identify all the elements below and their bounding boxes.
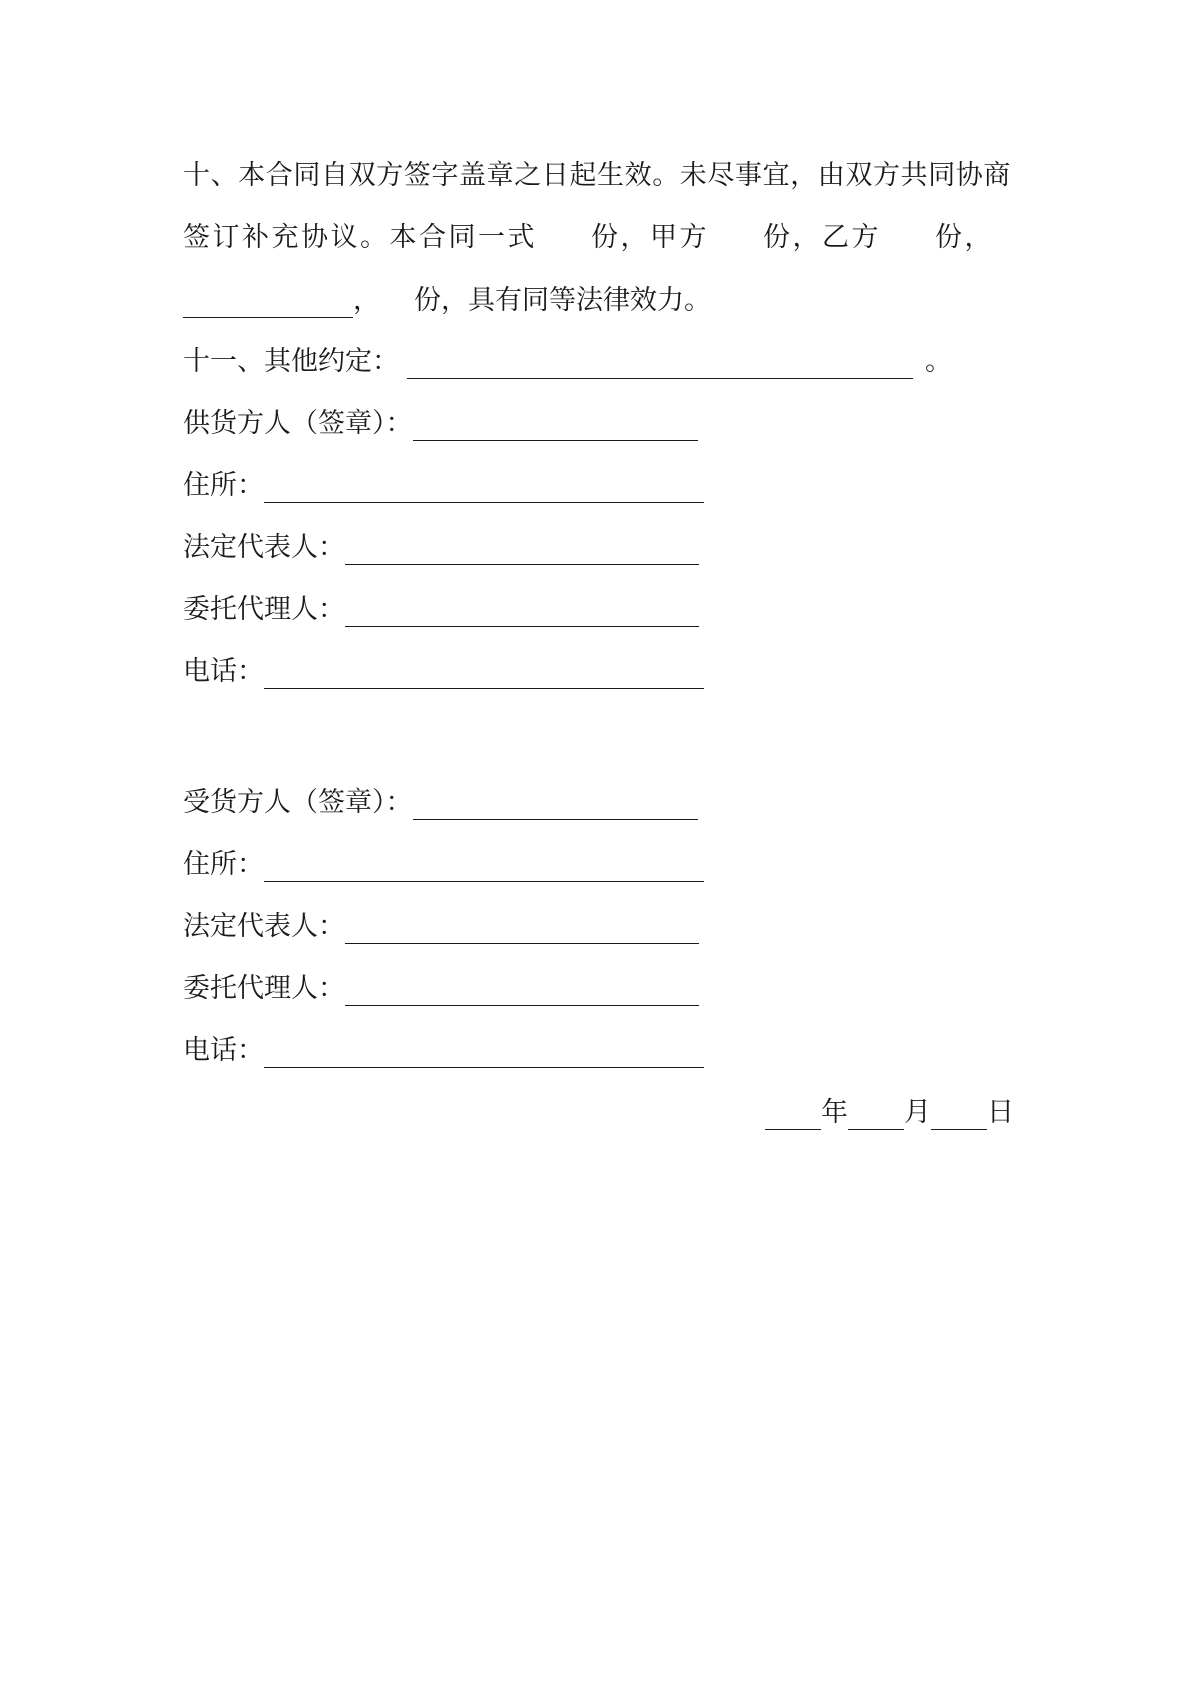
receiver-address-blank[interactable] — [264, 851, 704, 882]
clause10-text-2b: 份，甲方 — [591, 222, 709, 253]
day-label: 日 — [987, 1097, 1014, 1128]
supplier-agent-label: 委托代理人： — [183, 594, 345, 625]
clause10-line1 — [183, 156, 1011, 196]
supplier-address-label: 住所： — [183, 470, 264, 501]
receiver-legal-rep-label: 法定代表人： — [183, 911, 345, 942]
other-agreement-blank[interactable] — [407, 348, 913, 379]
year-blank[interactable] — [765, 1099, 821, 1130]
receiver-signer-row — [183, 783, 698, 823]
receiver-agent-label: 委托代理人： — [183, 973, 345, 1004]
clause11-line — [183, 342, 952, 382]
supplier-legal-rep-blank[interactable] — [345, 534, 699, 565]
clause10-line2 — [183, 218, 994, 258]
receiver-agent-blank[interactable] — [345, 975, 699, 1006]
month-label: 月 — [904, 1097, 931, 1128]
receiver-agent-row — [183, 969, 699, 1009]
clause11-end: 。 — [925, 346, 952, 377]
receiver-phone-label: 电话： — [183, 1035, 264, 1066]
supplier-phone-label: 电话： — [183, 656, 264, 687]
clause10-text-1: 十、本合同自双方签字盖章之日起生效。未尽事宜，由双方共同协商 — [183, 160, 1011, 191]
receiver-signer-label: 受货方人（签章）： — [183, 787, 413, 818]
supplier-signer-blank[interactable] — [413, 410, 698, 441]
receiver-address-row — [183, 845, 704, 885]
receiver-phone-row — [183, 1031, 704, 1071]
clause10-text-2c: 份，乙方 — [763, 222, 881, 253]
day-blank[interactable] — [931, 1099, 987, 1130]
date-row — [765, 1093, 1014, 1133]
supplier-phone-row — [183, 652, 704, 692]
supplier-agent-row — [183, 590, 699, 630]
year-label: 年 — [821, 1097, 848, 1128]
supplier-address-row — [183, 466, 704, 506]
supplier-legal-rep-row — [183, 528, 699, 568]
receiver-signer-blank[interactable] — [413, 789, 698, 820]
clause10-text-3a: ， — [353, 285, 380, 316]
receiver-legal-rep-blank[interactable] — [345, 913, 699, 944]
supplier-address-blank[interactable] — [264, 472, 704, 503]
clause10-text-2a: 签订补充协议。本合同一式 — [183, 222, 537, 253]
other-party-blank[interactable] — [183, 287, 353, 318]
clause10-text-3b: 份，具有同等法律效力。 — [414, 285, 711, 316]
receiver-phone-blank[interactable] — [264, 1037, 704, 1068]
supplier-agent-blank[interactable] — [345, 596, 699, 627]
supplier-legal-rep-label: 法定代表人： — [183, 532, 345, 563]
supplier-phone-blank[interactable] — [264, 658, 704, 689]
supplier-signer-row — [183, 404, 698, 444]
clause10-text-2d: 份， — [935, 222, 994, 253]
receiver-legal-rep-row — [183, 907, 699, 947]
clause11-label: 十一、其他约定： — [183, 346, 399, 377]
receiver-address-label: 住所： — [183, 849, 264, 880]
supplier-signer-label: 供货方人（签章）： — [183, 408, 413, 439]
clause10-line3 — [183, 281, 711, 321]
month-blank[interactable] — [848, 1099, 904, 1130]
